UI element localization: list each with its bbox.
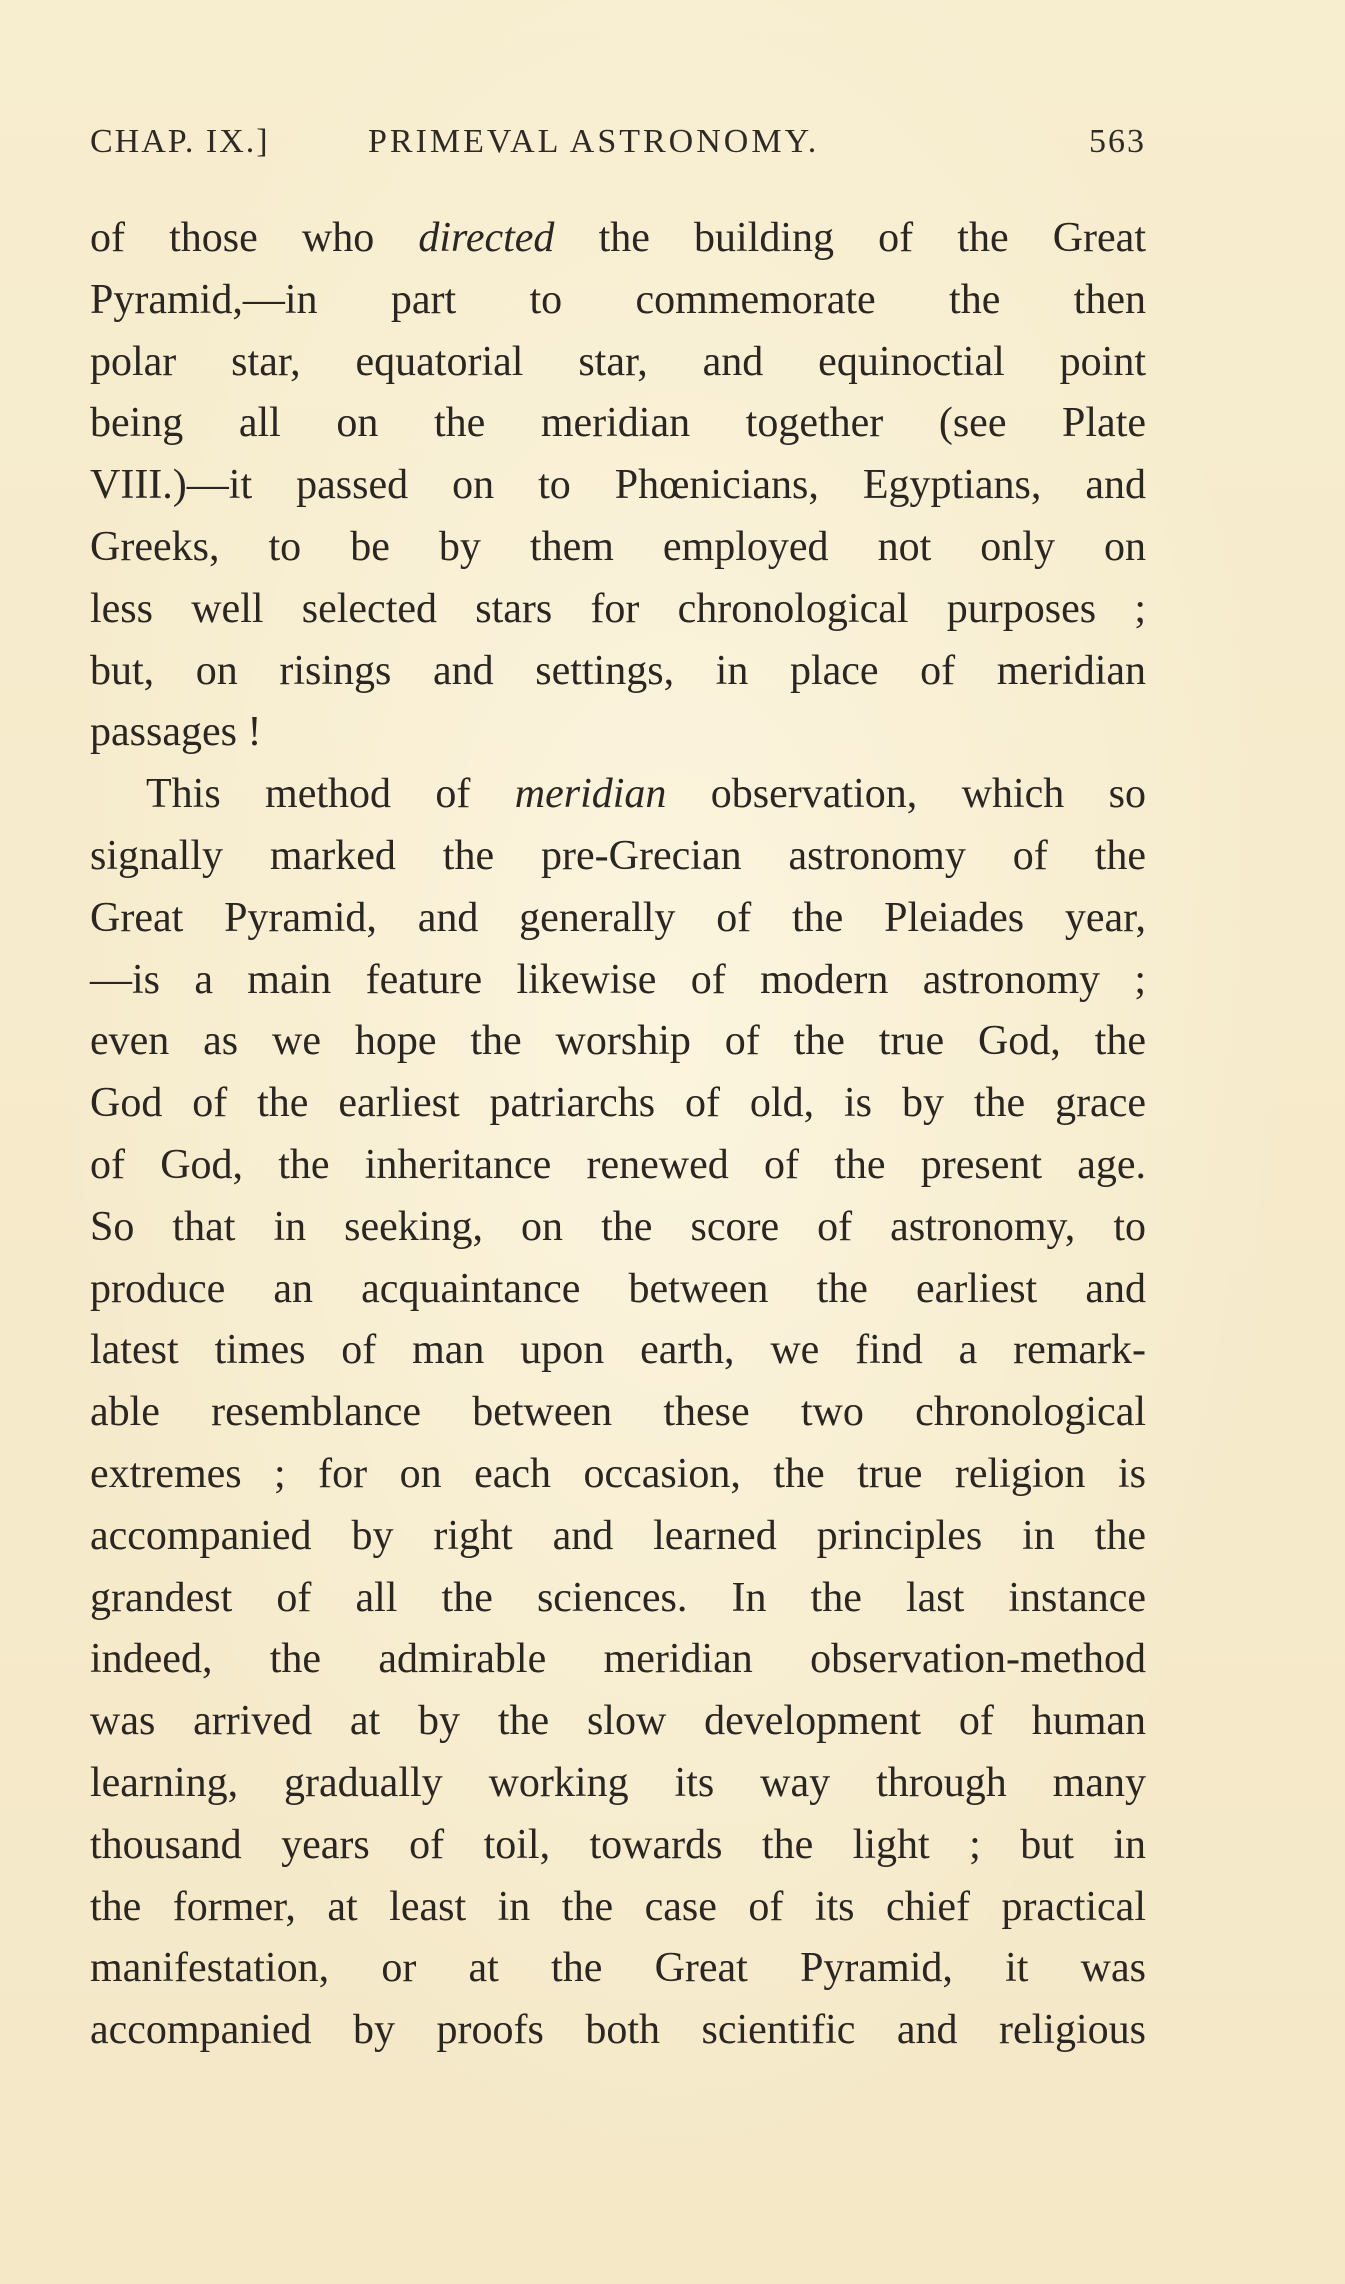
italic-text: meridian xyxy=(514,771,667,818)
text-segment: thousand years of toil, towards the light ; but in xyxy=(90,1821,1146,1868)
text-line xyxy=(90,332,1146,394)
text-segment: accompanied by right and learned principles in the xyxy=(90,1512,1146,1559)
text-line xyxy=(90,579,1146,641)
text-segment: polar star, equatorial star, and equinoctial point xyxy=(90,338,1146,385)
text-segment: but, on risings and settings, in place of meridian xyxy=(90,647,1146,694)
text-line xyxy=(90,1506,1146,1568)
text-segment: the former, at least in the case of its chief practical xyxy=(90,1883,1146,1930)
text-line xyxy=(90,270,1146,332)
text-line xyxy=(90,1259,1146,1321)
text-segment: grandest of all the sciences. In the last instance xyxy=(90,1574,1146,1621)
text-line xyxy=(90,1073,1146,1135)
text-segment: even as we hope the worship of the true God, the xyxy=(90,1018,1146,1065)
text-line xyxy=(90,1011,1146,1073)
text-segment: produce an acquaintance between the earliest and xyxy=(90,1265,1146,1312)
text-line xyxy=(90,1629,1146,1691)
text-segment: So that in seeking, on the score of astronomy, to xyxy=(90,1203,1146,1250)
running-title: PRIMEVAL ASTRONOMY. xyxy=(368,123,820,160)
text-segment: less well selected stars for chronological purposes ; xyxy=(90,585,1146,632)
text-segment: extremes ; for on each occasion, the true religion is xyxy=(90,1450,1146,1497)
text-line xyxy=(90,1382,1146,1444)
text-line xyxy=(90,1320,1146,1382)
chapter-label: CHAP. IX.] xyxy=(90,123,270,160)
page-number: 563 xyxy=(1089,123,1146,160)
text-line xyxy=(90,950,1146,1012)
text-line xyxy=(90,1444,1146,1506)
text-segment: of those who xyxy=(90,215,419,261)
text-line xyxy=(90,1135,1146,1197)
text-line xyxy=(90,826,1146,888)
text-segment: signally marked the pre-Grecian astronomy of the xyxy=(90,832,1146,879)
text-segment: VIII.)—it passed on to Phœnicians, Egyptians, and xyxy=(90,462,1146,509)
text-line xyxy=(90,393,1146,455)
text-segment: Pyramid,—in part to commemorate the then xyxy=(90,276,1146,323)
text-line xyxy=(90,208,1146,270)
text-segment: latest times of man upon earth, we find a remark- xyxy=(90,1327,1146,1374)
text-line xyxy=(90,1877,1146,1939)
text-line xyxy=(90,641,1146,703)
text-line xyxy=(90,1938,1146,2000)
text-segment: Great Pyramid, and generally of the Pleiades year, xyxy=(90,894,1146,941)
text-segment: the building of the Great xyxy=(554,215,1146,261)
text-segment: God of the earliest patriarchs of old, is by the grace xyxy=(90,1080,1146,1127)
text-line xyxy=(90,888,1146,950)
text-segment: —is a main feature likewise of modern astronomy ; xyxy=(90,956,1146,1003)
text-segment: being all on the meridian together (see Plate xyxy=(90,400,1146,447)
text-segment: passages ! xyxy=(90,709,262,756)
text-line xyxy=(90,1815,1146,1877)
text-segment: This method of xyxy=(146,771,515,818)
text-line xyxy=(90,764,1146,826)
text-line xyxy=(90,455,1146,517)
text-segment: manifestation, or at the Great Pyramid, it was xyxy=(90,1945,1146,1992)
text-segment: accompanied by proofs both scientific and religious xyxy=(90,2007,1146,2054)
text-segment: learning, gradually working its way through many xyxy=(90,1759,1146,1806)
text-line xyxy=(90,702,1146,764)
text-segment: was arrived at by the slow development of human xyxy=(90,1698,1146,1745)
text-line xyxy=(90,1691,1146,1753)
text-line xyxy=(90,2000,1146,2062)
text-segment: Greeks, to be by them employed not only on xyxy=(90,523,1146,570)
body-text xyxy=(90,208,1146,2062)
text-line xyxy=(90,517,1146,579)
text-line xyxy=(90,1197,1146,1259)
text-segment: indeed, the admirable meridian observation-method xyxy=(90,1636,1146,1683)
text-line xyxy=(90,1753,1146,1815)
italic-text: directed xyxy=(418,215,555,261)
text-segment: able resemblance between these two chronological xyxy=(90,1389,1146,1436)
text-segment: observation, which so xyxy=(666,771,1146,818)
text-segment: of God, the inheritance renewed of the present age. xyxy=(90,1141,1146,1188)
text-line xyxy=(90,1568,1146,1630)
running-head xyxy=(90,120,1146,164)
